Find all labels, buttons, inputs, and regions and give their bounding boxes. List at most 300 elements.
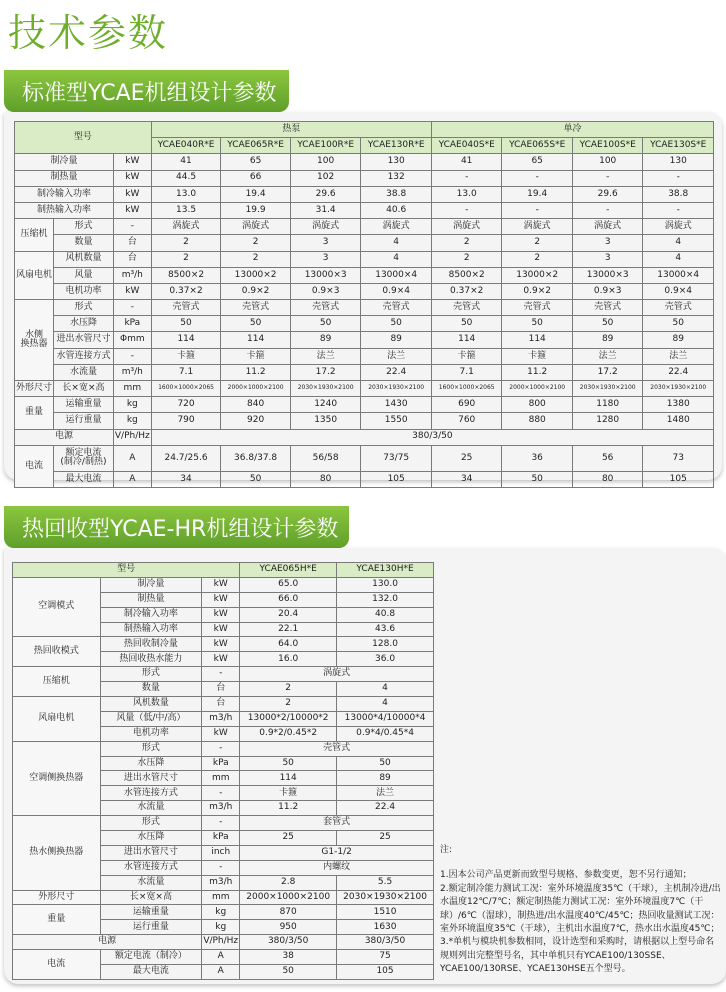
row-value: 1600×1000×2065 bbox=[431, 381, 502, 397]
model-header: 型号 bbox=[13, 563, 240, 578]
table-row bbox=[15, 186, 714, 202]
row-value: 25 bbox=[337, 831, 434, 846]
row-value: 4 bbox=[337, 697, 434, 712]
table-row bbox=[15, 219, 714, 235]
row-label: 制冷输入功率 bbox=[100, 607, 202, 622]
row-unit: 台 bbox=[202, 697, 240, 712]
row-value: 2030×1930×2100 bbox=[643, 381, 714, 397]
model-name: YCAE130S*E bbox=[643, 138, 714, 154]
row-unit: - bbox=[202, 741, 240, 756]
row-value: 50 bbox=[502, 316, 573, 332]
row-unit: - bbox=[113, 219, 151, 235]
row-label: 制热输入功率 bbox=[15, 202, 114, 218]
cooling-only-header: 单冷 bbox=[431, 122, 713, 138]
note-3: 3.*单机与模块机参数相同，设计选型和采购时，请根据以上型号命名规则列出完整型号名，其中单机只有YCAE100/130SSE、YCAE100/130RSE、YCAE130HSE五个型号。 bbox=[440, 937, 715, 975]
section-standard bbox=[4, 70, 726, 490]
row-unit: - bbox=[113, 348, 151, 364]
model-name: YCAE065H*E bbox=[240, 563, 337, 578]
row-unit: - bbox=[202, 667, 240, 682]
row-unit: A bbox=[202, 965, 240, 980]
table-row bbox=[15, 283, 714, 299]
row-value: 2 bbox=[431, 235, 502, 251]
row-value: 法兰 bbox=[290, 348, 361, 364]
row-value: 19.4 bbox=[502, 186, 573, 202]
row-value: - bbox=[643, 170, 714, 186]
row-value: 36 bbox=[502, 445, 573, 471]
row-value: 870 bbox=[240, 905, 337, 920]
row-unit: mm bbox=[202, 771, 240, 786]
row-value: 2030×1930×2100 bbox=[290, 381, 361, 397]
group-label: 空调模式 bbox=[13, 577, 101, 637]
table-row bbox=[13, 563, 434, 578]
model-name: YCAE040R*E bbox=[151, 138, 221, 154]
row-unit: kW bbox=[113, 202, 151, 218]
row-value: 16.0 bbox=[240, 652, 337, 667]
section-title-heat-recovery: 热回收型YCAE-HR机组设计参数 bbox=[4, 506, 349, 548]
row-value: 涡旋式 bbox=[290, 219, 361, 235]
table-row bbox=[15, 316, 714, 332]
row-value: 4 bbox=[337, 682, 434, 697]
row-value: 2000×1000×2100 bbox=[221, 381, 291, 397]
row-value: 65 bbox=[502, 154, 573, 170]
row-value: 38 bbox=[240, 950, 337, 965]
row-unit: kW bbox=[113, 283, 151, 299]
row-value: 36.8/37.8 bbox=[221, 445, 291, 471]
row-value: 法兰 bbox=[361, 348, 432, 364]
group-label: 重量 bbox=[15, 397, 54, 429]
row-unit: 台 bbox=[113, 251, 151, 267]
row-value: 950 bbox=[240, 920, 337, 935]
row-value: 89 bbox=[337, 771, 434, 786]
row-label: 热回收制冷量 bbox=[100, 637, 202, 652]
row-label: 制热量 bbox=[15, 170, 114, 186]
row-value: 89 bbox=[572, 332, 643, 348]
model-name: YCAE040S*E bbox=[431, 138, 502, 154]
row-value: 涡旋式 bbox=[361, 219, 432, 235]
row-value: 73 bbox=[643, 445, 714, 471]
row-value: 38.8 bbox=[643, 186, 714, 202]
model-name: YCAE130H*E bbox=[337, 563, 434, 578]
row-value: 壳管式 bbox=[502, 300, 573, 316]
row-label: 形式 bbox=[100, 667, 202, 682]
row-value: 0.37×2 bbox=[431, 283, 502, 299]
row-value: 114 bbox=[502, 332, 573, 348]
row-unit: - bbox=[202, 860, 240, 875]
row-value: 13.5 bbox=[151, 202, 221, 218]
row-label: 水压降 bbox=[100, 831, 202, 846]
row-unit: kW bbox=[202, 577, 240, 592]
row-label: 运行重量 bbox=[100, 920, 202, 935]
group-label: 压缩机 bbox=[15, 219, 54, 251]
row-value: 24.7/25.6 bbox=[151, 445, 221, 471]
row-value: 卡箍 bbox=[502, 348, 573, 364]
row-label: 制热量 bbox=[100, 592, 202, 607]
row-value: 壳管式 bbox=[290, 300, 361, 316]
row-value: 102 bbox=[290, 170, 361, 186]
row-value: 105 bbox=[337, 965, 434, 980]
row-value: 40.8 bbox=[337, 607, 434, 622]
row-value: 涡旋式 bbox=[221, 219, 291, 235]
model-name: YCAE100S*E bbox=[572, 138, 643, 154]
row-value: 1380 bbox=[643, 397, 714, 413]
group-label: 空调侧换热器 bbox=[13, 741, 101, 815]
row-value: 壳管式 bbox=[572, 300, 643, 316]
note-1: 1.因本公司产品更新而致型号规格、参数变更，恕不另行通知； bbox=[440, 870, 692, 881]
row-value: 2 bbox=[221, 251, 291, 267]
row-unit: kg bbox=[202, 905, 240, 920]
row-label: 水流量 bbox=[54, 364, 114, 380]
row-value: 1550 bbox=[361, 413, 432, 429]
group-label: 重量 bbox=[13, 905, 101, 935]
row-value: 1180 bbox=[572, 397, 643, 413]
table-row bbox=[15, 381, 714, 397]
row-label: 形式 bbox=[100, 816, 202, 831]
row-value: 0.9*4/0.45*4 bbox=[337, 726, 434, 741]
row-unit: kPa bbox=[202, 831, 240, 846]
row-value: 50 bbox=[240, 756, 337, 771]
row-value: 0.37×2 bbox=[151, 283, 221, 299]
row-value: 套管式 bbox=[240, 816, 434, 831]
row-value: 50 bbox=[337, 756, 434, 771]
row-value: 50 bbox=[643, 316, 714, 332]
group-label: 压缩机 bbox=[13, 667, 101, 697]
table-row bbox=[13, 950, 434, 965]
table-row bbox=[15, 332, 714, 348]
model-name: YCAE100R*E bbox=[290, 138, 361, 154]
row-value: 22.1 bbox=[240, 622, 337, 637]
row-unit: 台 bbox=[202, 682, 240, 697]
row-value: 43.6 bbox=[337, 622, 434, 637]
row-unit: m3/h bbox=[202, 711, 240, 726]
row-unit: kW bbox=[202, 637, 240, 652]
row-value: 100 bbox=[572, 154, 643, 170]
table-row bbox=[13, 637, 434, 652]
standard-spec-table bbox=[14, 121, 714, 488]
table-row bbox=[15, 267, 714, 283]
row-value: 13.0 bbox=[151, 186, 221, 202]
row-value: 64.0 bbox=[240, 637, 337, 652]
row-value: 75 bbox=[337, 950, 434, 965]
row-value: 17.2 bbox=[290, 364, 361, 380]
row-value: 380/3/50 bbox=[337, 935, 434, 950]
table-row bbox=[15, 429, 714, 445]
row-value: 29.6 bbox=[290, 186, 361, 202]
row-value: 3 bbox=[572, 251, 643, 267]
row-unit: V/Ph/Hz bbox=[113, 429, 151, 445]
row-value: 920 bbox=[221, 413, 291, 429]
row-value: 11.2 bbox=[502, 364, 573, 380]
table-row bbox=[15, 300, 714, 316]
row-unit: kg bbox=[202, 920, 240, 935]
row-unit: kW bbox=[202, 592, 240, 607]
row-unit: kW bbox=[113, 186, 151, 202]
table-row bbox=[15, 397, 714, 413]
row-unit: A bbox=[113, 471, 151, 487]
row-value: 114 bbox=[240, 771, 337, 786]
row-value: G1-1/2 bbox=[240, 845, 434, 860]
page-title: 技术参数 bbox=[8, 11, 169, 55]
row-unit: inch bbox=[202, 845, 240, 860]
row-value: 1240 bbox=[290, 397, 361, 413]
row-value: 19.9 bbox=[221, 202, 291, 218]
row-value: - bbox=[643, 202, 714, 218]
table-row bbox=[13, 816, 434, 831]
row-value: 22.4 bbox=[337, 801, 434, 816]
row-value: - bbox=[431, 170, 502, 186]
row-value: 1280 bbox=[572, 413, 643, 429]
row-label: 最大电流 bbox=[100, 965, 202, 980]
table-row bbox=[15, 154, 714, 170]
row-unit: m³/h bbox=[113, 267, 151, 283]
row-value: 31.4 bbox=[290, 202, 361, 218]
row-value: 13000×4 bbox=[643, 267, 714, 283]
row-value: 38.8 bbox=[361, 186, 432, 202]
row-value: 130.0 bbox=[337, 577, 434, 592]
row-value: 800 bbox=[502, 397, 573, 413]
row-label: 风量 bbox=[54, 267, 114, 283]
row-label: 额定电流（制冷） bbox=[100, 950, 202, 965]
row-unit: kPa bbox=[202, 756, 240, 771]
group-label: 外形尺寸 bbox=[13, 890, 101, 905]
row-value: 89 bbox=[290, 332, 361, 348]
row-value: 0.9×3 bbox=[572, 283, 643, 299]
row-value: 50 bbox=[572, 316, 643, 332]
row-sublabel: 长×宽×高 bbox=[54, 381, 114, 397]
row-value: 2.8 bbox=[240, 875, 337, 890]
model-name: YCAE065S*E bbox=[502, 138, 573, 154]
row-value: 130 bbox=[361, 154, 432, 170]
row-value: 内螺纹 bbox=[240, 860, 434, 875]
row-value: 0.9×2 bbox=[502, 283, 573, 299]
row-value: 50 bbox=[502, 471, 573, 487]
row-value: 128.0 bbox=[337, 637, 434, 652]
row-value: 880 bbox=[502, 413, 573, 429]
row-unit: m3/h bbox=[202, 801, 240, 816]
row-value: 13000×3 bbox=[572, 267, 643, 283]
model-header: 型号 bbox=[15, 122, 152, 154]
row-value: 13000×3 bbox=[290, 267, 361, 283]
row-value: 3 bbox=[290, 235, 361, 251]
row-value: 50 bbox=[431, 316, 502, 332]
row-label: 形式 bbox=[54, 219, 114, 235]
row-unit: kW bbox=[113, 170, 151, 186]
row-value: - bbox=[502, 170, 573, 186]
row-value: 50 bbox=[221, 471, 291, 487]
table-row bbox=[13, 890, 434, 905]
group-label: 风扇电机 bbox=[15, 251, 54, 300]
row-value: 380/3/50 bbox=[151, 429, 713, 445]
table-row bbox=[15, 471, 714, 487]
row-value: 0.9×3 bbox=[290, 283, 361, 299]
row-unit: A bbox=[113, 445, 151, 471]
row-value: 13000×2 bbox=[502, 267, 573, 283]
row-value: 105 bbox=[361, 471, 432, 487]
row-value: 40.6 bbox=[361, 202, 432, 218]
row-value: 50 bbox=[361, 316, 432, 332]
table-row bbox=[15, 413, 714, 429]
row-value: 132 bbox=[361, 170, 432, 186]
row-label: 电源 bbox=[15, 429, 114, 445]
group-label: 电源 bbox=[13, 935, 202, 950]
row-value: 41 bbox=[151, 154, 221, 170]
group-label: 水侧 换热器 bbox=[15, 300, 54, 381]
row-value: 132.0 bbox=[337, 592, 434, 607]
group-label: 热水侧换热器 bbox=[13, 816, 101, 890]
row-value: 4 bbox=[361, 235, 432, 251]
row-value: 涡旋式 bbox=[240, 667, 434, 682]
row-label: 风机数量 bbox=[100, 697, 202, 712]
row-label: 热回收热水能力 bbox=[100, 652, 202, 667]
row-label: 形式 bbox=[100, 741, 202, 756]
table-row bbox=[13, 667, 434, 682]
row-value: 44.5 bbox=[151, 170, 221, 186]
row-label: 数量 bbox=[100, 682, 202, 697]
row-value: 2000×1000×2100 bbox=[240, 890, 337, 905]
row-value: 2 bbox=[240, 697, 337, 712]
row-value: 法兰 bbox=[572, 348, 643, 364]
row-value: 壳管式 bbox=[431, 300, 502, 316]
row-value: 壳管式 bbox=[361, 300, 432, 316]
row-unit: - bbox=[113, 300, 151, 316]
row-value: 13000*4/10000*4 bbox=[337, 711, 434, 726]
row-value: 22.4 bbox=[361, 364, 432, 380]
section-title-standard: 标准型YCAE机组设计参数 bbox=[4, 70, 289, 112]
row-value: 105 bbox=[643, 471, 714, 487]
row-value: 7.1 bbox=[151, 364, 221, 380]
row-value: 2 bbox=[240, 682, 337, 697]
row-label: 水流量 bbox=[100, 801, 202, 816]
row-value: 2 bbox=[151, 235, 221, 251]
row-value: 2 bbox=[151, 251, 221, 267]
row-label: 水管连接方式 bbox=[100, 786, 202, 801]
row-label: 额定电流 (制冷/制热) bbox=[54, 445, 114, 471]
row-value: 2 bbox=[502, 251, 573, 267]
row-unit: m³/h bbox=[113, 364, 151, 380]
row-value: 89 bbox=[643, 332, 714, 348]
row-value: 涡旋式 bbox=[151, 219, 221, 235]
group-label: 热回收模式 bbox=[13, 637, 101, 667]
row-value: - bbox=[572, 202, 643, 218]
row-value: 840 bbox=[221, 397, 291, 413]
row-value: 25 bbox=[431, 445, 502, 471]
row-value: - bbox=[572, 170, 643, 186]
row-value: 66 bbox=[221, 170, 291, 186]
row-label: 风机数量 bbox=[54, 251, 114, 267]
row-value: 8500×2 bbox=[151, 267, 221, 283]
row-value: 80 bbox=[572, 471, 643, 487]
row-value: 690 bbox=[431, 397, 502, 413]
table-row bbox=[15, 122, 714, 138]
row-unit: kW bbox=[202, 607, 240, 622]
row-value: 2000×1000×2100 bbox=[502, 381, 573, 397]
row-value: 0.9*2/0.45*2 bbox=[240, 726, 337, 741]
row-value: 89 bbox=[361, 332, 432, 348]
row-value: 50 bbox=[240, 965, 337, 980]
row-value: 涡旋式 bbox=[502, 219, 573, 235]
row-value: 3 bbox=[290, 251, 361, 267]
row-value: 41 bbox=[431, 154, 502, 170]
row-value: 13000*2/10000*2 bbox=[240, 711, 337, 726]
table-row bbox=[15, 364, 714, 380]
table-row bbox=[13, 935, 434, 950]
group-label: 风扇电机 bbox=[13, 697, 101, 742]
row-label: 制冷量 bbox=[15, 154, 114, 170]
row-value: 1630 bbox=[337, 920, 434, 935]
row-label: 制冷量 bbox=[100, 577, 202, 592]
row-label: 电机功率 bbox=[100, 726, 202, 741]
row-label: 水流量 bbox=[100, 875, 202, 890]
row-value: 卡箍 bbox=[240, 786, 337, 801]
row-unit: kg bbox=[113, 413, 151, 429]
heat-recovery-spec-table bbox=[12, 562, 434, 980]
table-row bbox=[15, 251, 714, 267]
row-value: 1350 bbox=[290, 413, 361, 429]
row-value: 0.9×4 bbox=[643, 283, 714, 299]
row-value: 1480 bbox=[643, 413, 714, 429]
row-unit: - bbox=[202, 786, 240, 801]
row-unit: 台 bbox=[113, 235, 151, 251]
row-unit: kPa bbox=[113, 316, 151, 332]
row-value: 50 bbox=[221, 316, 291, 332]
row-unit: kW bbox=[202, 652, 240, 667]
table-row bbox=[15, 348, 714, 364]
row-value: 34 bbox=[151, 471, 221, 487]
row-value: 34 bbox=[431, 471, 502, 487]
row-label: 制热输入功率 bbox=[100, 622, 202, 637]
row-value: 65.0 bbox=[240, 577, 337, 592]
row-unit: mm bbox=[113, 381, 151, 397]
row-unit: kW bbox=[202, 726, 240, 741]
row-value: 11.2 bbox=[240, 801, 337, 816]
row-label: 水压降 bbox=[54, 316, 114, 332]
row-value: 2030×1930×2100 bbox=[337, 890, 434, 905]
notes bbox=[440, 844, 723, 977]
row-label: 水管连接方式 bbox=[100, 860, 202, 875]
row-label: 风量（低/中/高） bbox=[100, 711, 202, 726]
row-unit: - bbox=[202, 816, 240, 831]
row-label: 长×宽×高 bbox=[100, 890, 202, 905]
model-name: YCAE065R*E bbox=[221, 138, 291, 154]
row-value: 壳管式 bbox=[643, 300, 714, 316]
table-row bbox=[13, 577, 434, 592]
row-value: 1430 bbox=[361, 397, 432, 413]
row-unit: kW bbox=[202, 622, 240, 637]
row-value: 65 bbox=[221, 154, 291, 170]
row-value: 80 bbox=[290, 471, 361, 487]
row-value: 29.6 bbox=[572, 186, 643, 202]
row-unit: mm bbox=[202, 890, 240, 905]
note-2: 2.额定制冷能力测试工况：室外环境温度35℃（干球），主机制冷进/出水温度12℃/7℃；额定制热能力测试工况：室外环境温度7℃（干球）/6℃（湿球），制热进/出水温度40℃/45℃；热回收量测试工况：室外环境温度35℃（干球），主机出水温度7℃，热水出水温度45℃； bbox=[440, 883, 721, 935]
row-value: 17.2 bbox=[572, 364, 643, 380]
table-row bbox=[15, 202, 714, 218]
row-unit: V/Ph/Hz bbox=[202, 935, 240, 950]
row-label: 进出水管尺寸 bbox=[100, 845, 202, 860]
row-value: 4 bbox=[643, 251, 714, 267]
row-label: 运行重量 bbox=[54, 413, 114, 429]
row-value: 法兰 bbox=[643, 348, 714, 364]
row-value: 36.0 bbox=[337, 652, 434, 667]
table-row bbox=[15, 170, 714, 186]
row-value: 涡旋式 bbox=[572, 219, 643, 235]
row-value: 13000×2 bbox=[221, 267, 291, 283]
row-label: 运输重量 bbox=[54, 397, 114, 413]
row-value: 66.0 bbox=[240, 592, 337, 607]
row-label: 进出水管尺寸 bbox=[54, 332, 114, 348]
row-value: 7.1 bbox=[431, 364, 502, 380]
row-value: 56 bbox=[572, 445, 643, 471]
row-value: 19.4 bbox=[221, 186, 291, 202]
row-value: 13.0 bbox=[431, 186, 502, 202]
